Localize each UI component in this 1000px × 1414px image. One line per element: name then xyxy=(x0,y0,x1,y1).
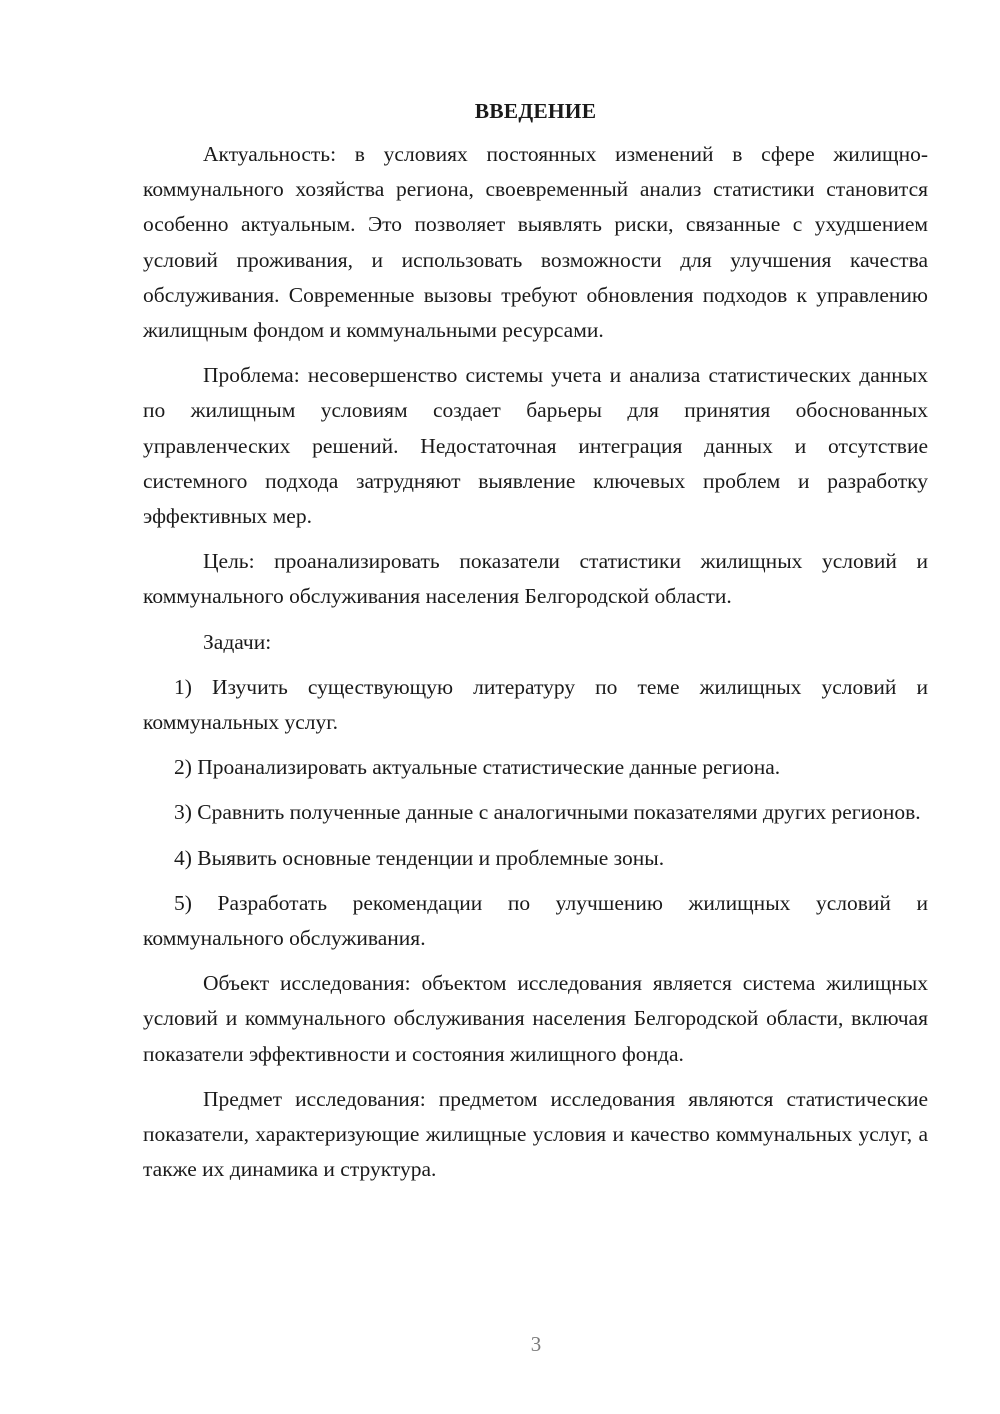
section-heading: ВВЕДЕНИЕ xyxy=(474,99,597,123)
object-paragraph: Объект исследования: объектом исследования является система жилищных условий и коммунального обслуживания населения Белгородской области, включая показатели эффективности и состояния жилищного фонда. xyxy=(143,971,928,1066)
task-item: 5) Разработать рекомендации по улучшению жилищных условий и коммунального обслуживания. xyxy=(143,890,928,951)
page-number: 3 xyxy=(530,1332,542,1356)
task-item: 3) Сравнить полученные данные с аналогичными показателями других регионов. xyxy=(174,800,921,825)
task-item: 4) Выявить основные тенденции и проблемные зоны. xyxy=(174,845,665,870)
task-item: 2) Проанализировать актуальные статистические данные региона. xyxy=(174,755,781,780)
relevance-paragraph: Актуальность: в условиях постоянных изменений в сфере жилищно-коммунального хозяйства региона, своевременный анализ статистики становится особенно актуальным. Это позволяет выявлять риски, связанные с ухудшением условий проживания, и использовать возможности для улучшения качества обслуживания. Современные вызовы требуют обновления подходов к управлению жилищным фондом и коммунальными ресурсами. xyxy=(143,142,928,343)
subject-paragraph: Предмет исследования: предметом исследования являются статистические показатели, характеризующие жилищные условия и качество коммунальных услуг, а также их динамика и структура. xyxy=(143,1086,928,1182)
page-content xyxy=(143,96,928,1197)
task-item: 1) Изучить существующую литературу по теме жилищных условий и коммунальных услуг. xyxy=(143,674,928,735)
goal-paragraph: Цель: проанализировать показатели статистики жилищных условий и коммунального обслуживания населения Белгородской области. xyxy=(143,549,928,609)
tasks-label: Задачи: xyxy=(203,629,272,654)
problem-paragraph: Проблема: несовершенство системы учета и анализа статистических данных по жилищным условиям создает барьеры для принятия обоснованных управленческих решений. Недостаточная интеграция данных и отсутствие системного подхода затрудняют выявление ключевых проблем и разработку эффективных мер. xyxy=(143,363,928,529)
